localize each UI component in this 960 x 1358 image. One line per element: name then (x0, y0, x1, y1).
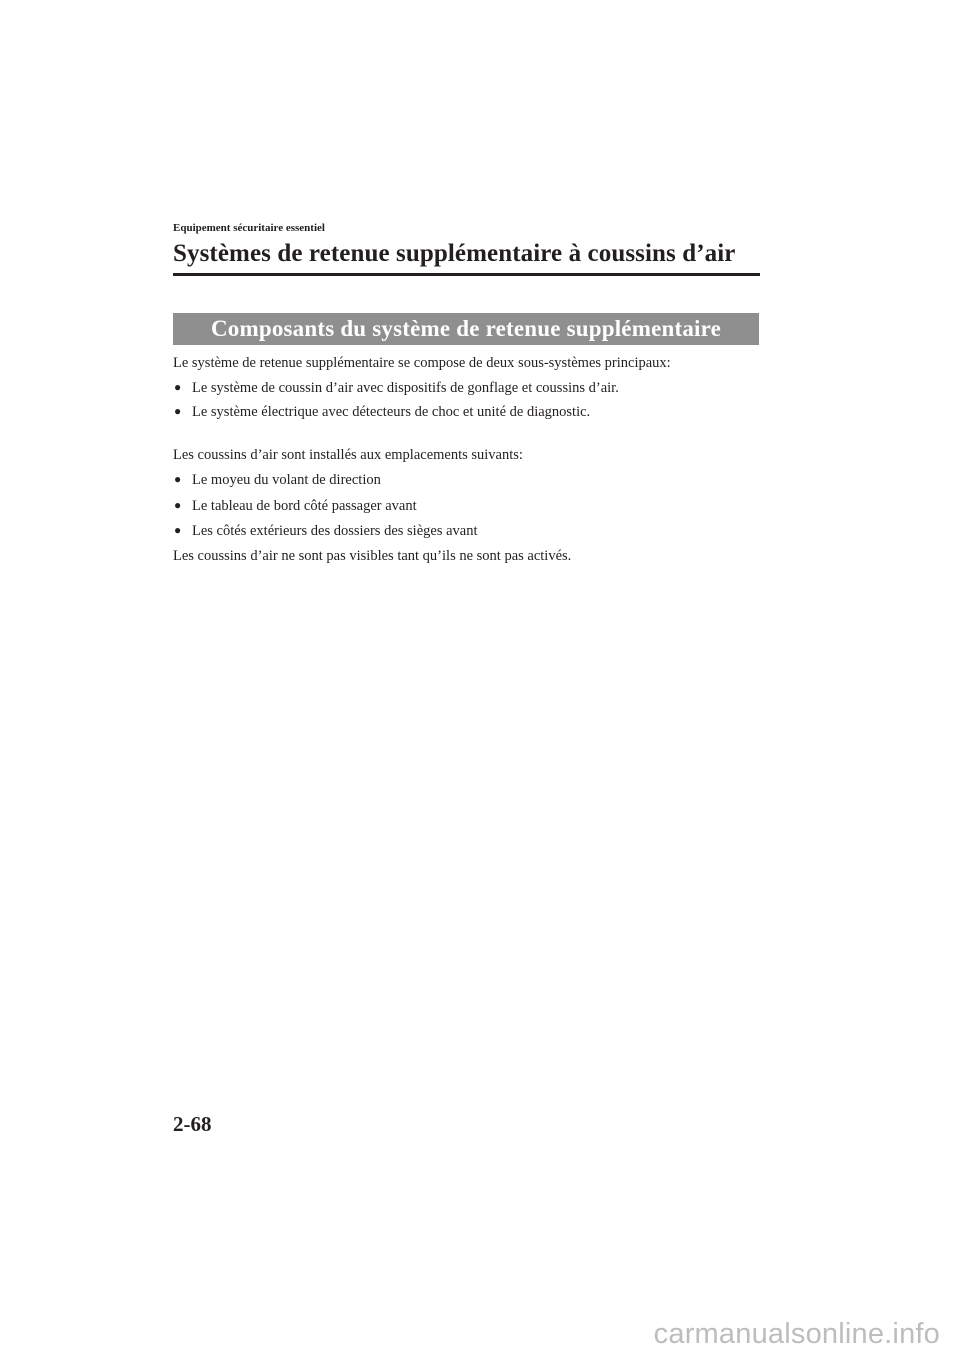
list-item-text: Le tableau de bord côté passager avant (192, 498, 417, 514)
title-divider (173, 273, 760, 276)
bullet-icon: ● (174, 523, 182, 537)
section-heading-band (173, 313, 759, 345)
list-item (173, 498, 417, 515)
list-item (173, 404, 590, 421)
section-label: Equipement sécuritaire essentiel (173, 222, 325, 234)
bullet-icon: ● (174, 404, 182, 418)
intro-paragraph: Le système de retenue supplémentaire se compose de deux sous-systèmes principaux: (173, 355, 671, 371)
list-item-text: Les côtés extérieurs des dossiers des sièges avant (192, 523, 478, 539)
list-item-text: Le moyeu du volant de direction (192, 472, 381, 488)
page-number: 2-68 (173, 1112, 212, 1136)
watermark: carmanualsonline.info (653, 1318, 940, 1350)
list-item (173, 472, 381, 489)
locations-intro-paragraph: Les coussins d’air sont installés aux emplacements suivants: (173, 447, 523, 463)
section-heading: Composants du système de retenue supplémentaire (210, 316, 722, 341)
bullet-icon: ● (174, 498, 182, 512)
list-item (173, 380, 619, 397)
list-item-text: Le système électrique avec détecteurs de choc et unité de diagnostic. (192, 404, 591, 420)
chapter-title: Systèmes de retenue supplémentaire à coussins d’air (173, 240, 736, 267)
bullet-icon: ● (174, 380, 182, 394)
list-item-text: Le système de coussin d’air avec dispositifs de gonflage et coussins d’air. (192, 380, 619, 396)
list-item (173, 523, 477, 540)
bullet-icon: ● (174, 472, 182, 486)
closing-paragraph: Les coussins d’air ne sont pas visibles tant qu’ils ne sont pas activés. (173, 548, 572, 564)
